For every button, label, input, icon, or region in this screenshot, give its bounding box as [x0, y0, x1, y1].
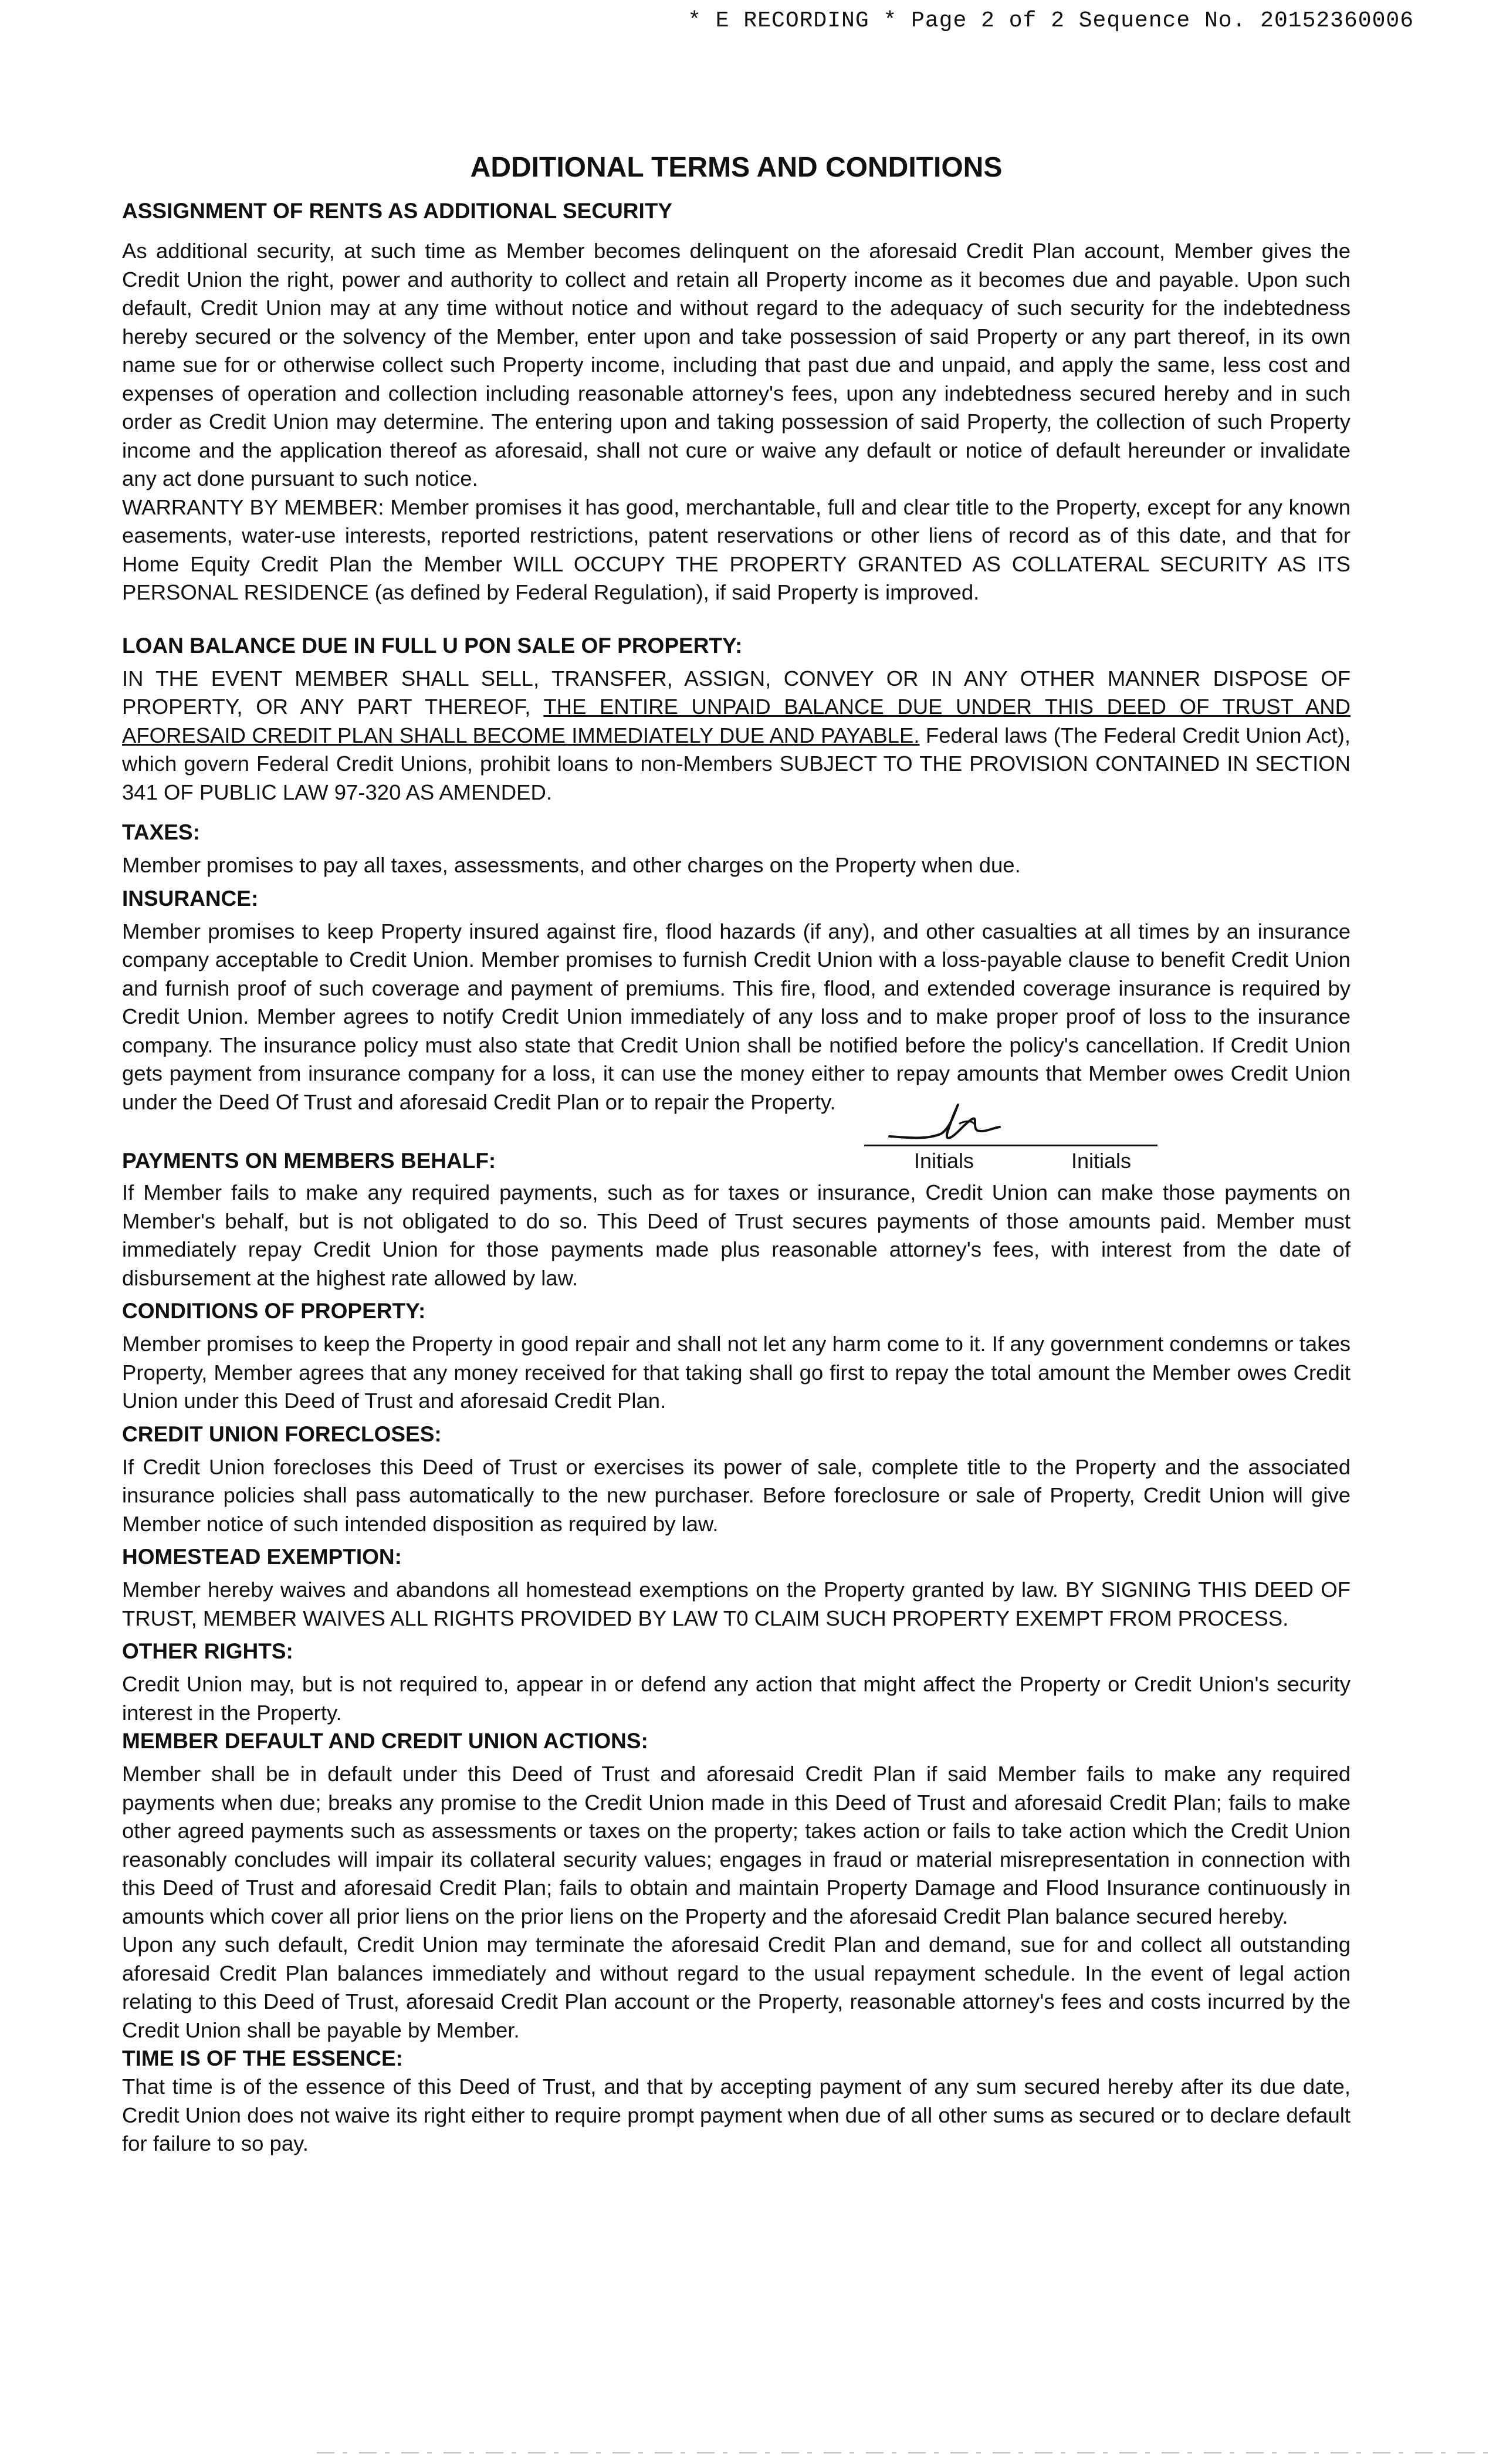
section-heading-assignment: ASSIGNMENT OF RENTS AS ADDITIONAL SECURITY	[122, 199, 673, 223]
taxes-paragraph: Member promises to pay all taxes, assessments, and other charges on the Property when due.	[122, 853, 1021, 877]
insurance-paragraph: Member promises to keep Property insured against fire, flood hazards (if any), and other casualties at all times by an insurance company acceptable to Credit Union. Member promises to furnish Credit Union with a loss-payable clause to benefit Credit Union and furnish proof of such coverage and payment of premiums. This fire, flood, and extended coverage insurance is required by Credit Union. Member agrees to notify Credit Union immediately of any loss and to make proper proof of loss to the insurance company. The insurance policy must also state that Credit Union shall be notified before the policy's cancellation. If Credit Union gets payment from insurance company for a loss, it can use the money either to repay amounts that Member owes Credit Union under the Deed Of Trust and aforesaid Credit Plan or to repair the Property.	[122, 919, 1351, 1114]
section-heading-insurance: INSURANCE:	[122, 886, 259, 911]
scan-edge-artifact	[317, 2451, 1490, 2455]
loan-balance-tail: Federal laws (The Federal Credit Union Act), which govern Federal Credit Unions, prohibit loans to non-Members SUBJECT TO THE PROVISION CONTAINED IN SECTION 341 OF PUBLIC LAW 97-320 AS AMENDED.	[122, 723, 1351, 804]
section-heading-forecloses: CREDIT UNION FORECLOSES:	[122, 1421, 442, 1446]
payments-paragraph: If Member fails to make any required payments, such as for taxes or insurance, Credit Union can make those payments on Member's behalf, but is not obligated to do so. This Deed of Trust secures payments of those amounts paid. Member must immediately repay Credit Union for those payments made plus reasonable attorney's fees, with interest from the date of disbursement at the highest rate allowed by law.	[122, 1180, 1351, 1290]
default-actions-paragraph: Upon any such default, Credit Union may terminate the aforesaid Credit Plan and demand, sue for and collect all outstanding aforesaid Credit Plan balances immediately and without regard to the usual repayment schedule. In the event of legal action relating to this Deed of Trust, aforesaid Credit Plan account or the Property, reasonable attorney's fees and costs incurred by the Credit Union shall be payable by Member.	[122, 1932, 1351, 2042]
assignment-paragraph: As additional security, at such time as Member becomes delinquent on the aforesaid Credit Plan account, Member gives the Credit Union the right, power and authority to collect and retain all Property income as it becomes due and payable. Upon such default, Credit Union may at any time without notice and without regard to the adequacy of such security for the indebtedness hereby secured or the solvency of the Member, enter upon and take possession of said Property or any part thereof, in its own name sue for or otherwise collect such Property income, including that past due and unpaid, and apply the same, less cost and expenses of operation and collection including reasonable attorney's fees, upon any indebtedness secured hereby and in such order as Credit Union may determine. The entering upon and taking possession of said Property, the collection of such Property income and the application thereof as aforesaid, shall not cure or waive any default or notice of default hereunder or invalidate any act done pursuant to such notice.	[122, 239, 1351, 490]
warranty-paragraph: WARRANTY BY MEMBER: Member promises it has good, merchantable, full and clear title to the Property, except for any known easements, water-use interests, reported restrictions, patent reservations or other liens of record as of this date, and that for Home Equity Credit Plan the Member WILL OCCUPY THE PROPERTY GRANTED AS COLLATERAL SECURITY AS ITS PERSONAL RESIDENCE (as defined by Federal Regulation), if said Property is improved.	[122, 495, 1351, 604]
section-heading-loan-balance: LOAN BALANCE DUE IN FULL U PON SALE OF PROPERTY:	[122, 633, 743, 658]
section-heading-taxes: TAXES:	[122, 820, 200, 844]
section-heading-other-rights: OTHER RIGHTS:	[122, 1639, 293, 1663]
conditions-paragraph: Member promises to keep the Property in good repair and shall not let any harm come to it. If any government condemns or takes Property, Member agrees that any money received for that taking shall go first to repay the total amount the Member owes Credit Union under this Deed of Trust and aforesaid Credit Plan.	[122, 1332, 1351, 1413]
document-body	[122, 197, 1351, 2158]
time-paragraph: That time is of the essence of this Deed of Trust, and that by accepting payment of any sum secured hereby after its due date, Credit Union does not waive its right either to require prompt payment when due of all other sums as secured or to declare default for failure to so pay.	[122, 2074, 1351, 2155]
section-heading-payments: PAYMENTS ON MEMBERS BEHALF:	[122, 1149, 496, 1173]
document-title: ADDITIONAL TERMS AND CONDITIONS	[470, 152, 1003, 183]
loan-balance-underlined: THE ENTIRE UNPAID BALANCE DUE UNDER THIS DEED OF TRUST AND AFORESAID CREDIT PLAN SHALL BECOME IMMEDIATELY DUE AND PAYABLE.	[122, 695, 1351, 747]
homestead-paragraph: Member hereby waives and abandons all homestead exemptions on the Property granted by law. BY SIGNING THIS DEED OF TRUST, MEMBER WAIVES ALL RIGHTS PROVIDED BY LAW T0 CLAIM SUCH PROPERTY EXEMPT FROM PROCESS.	[122, 1578, 1351, 1630]
other-rights-paragraph: Credit Union may, but is not required to, appear in or defend any action that might affect the Property or Credit Union's security interest in the Property.	[122, 1672, 1351, 1725]
initials-label-1: Initials	[914, 1149, 974, 1173]
initials-row	[122, 1145, 1351, 1174]
initials-line	[864, 1145, 1157, 1146]
section-heading-default: MEMBER DEFAULT AND CREDIT UNION ACTIONS:	[122, 1729, 648, 1753]
initials-label-2: Initials	[1071, 1149, 1132, 1173]
section-heading-time: TIME IS OF THE ESSENCE:	[122, 2046, 403, 2070]
recording-header: * E RECORDING * Page 2 of 2 Sequence No. 20152360006	[688, 8, 1414, 33]
loan-balance-paragraph	[122, 665, 1351, 807]
forecloses-paragraph: If Credit Union forecloses this Deed of Trust or exercises its power of sale, complete title to the Property and the associated insurance policies shall pass automatically to the new purchaser. Before foreclosure or sale of Property, Credit Union will give Member notice of such intended disposition as required by law.	[122, 1454, 1351, 1536]
default-paragraph: Member shall be in default under this Deed of Trust and aforesaid Credit Plan if said Member fails to make any required payments when due; breaks any promise to the Credit Union made in this Deed of Trust and aforesaid Credit Plan; fails to make other agreed payments such as assessments or taxes on the property; takes action or fails to take action which the Credit Union reasonably concludes will impair its collateral security values; engages in fraud or material misrepresentation in connection with this Deed of Trust and aforesaid Credit Plan; fails to obtain and maintain Property Damage and Flood Insurance continuously in amounts which cover all prior liens on the prior liens on the Property and the aforesaid Credit Plan balance secured hereby.	[122, 1762, 1351, 1928]
section-heading-conditions: CONDITIONS OF PROPERTY:	[122, 1299, 426, 1323]
loan-balance-lead: IN THE EVENT MEMBER SHALL SELL, TRANSFER, ASSIGN, CONVEY OR IN ANY OTHER MANNER DISPOSE OF PROPERTY, OR ANY PART THEREOF,	[122, 666, 1351, 719]
section-heading-homestead: HOMESTEAD EXEMPTION:	[122, 1545, 402, 1569]
